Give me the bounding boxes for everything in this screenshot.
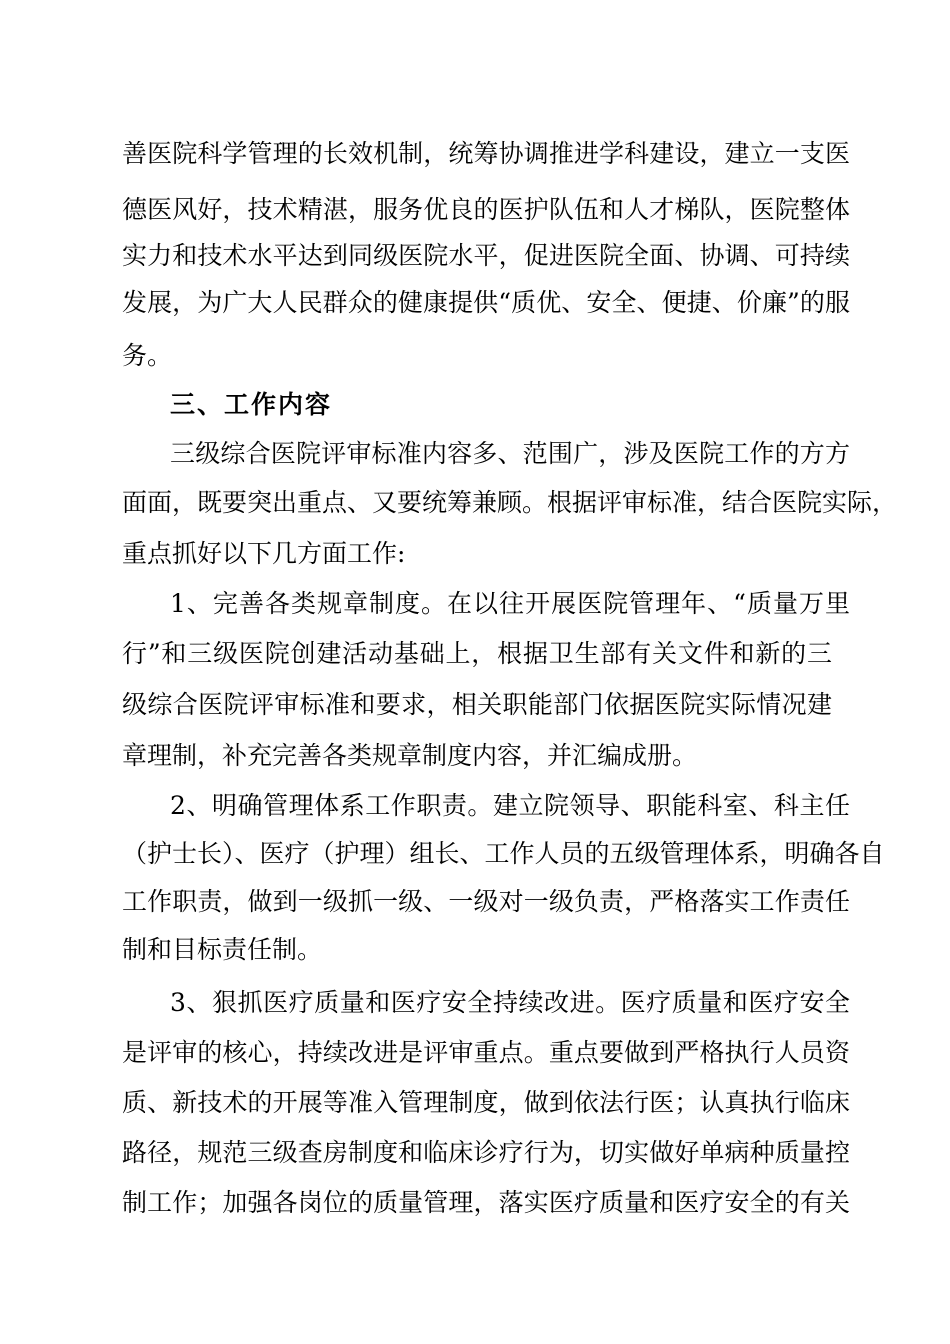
list-item-line: 章理制，补充完善各类规章制度内容，并汇编成册。 xyxy=(122,741,698,770)
list-item-line: 2、明确管理体系工作职责。建立院领导、职能科室、科主任 xyxy=(170,791,850,820)
paragraph-line: 德医风好，技术精湛，服务优良的医护队伍和人才梯队，医院整体 xyxy=(122,195,850,224)
list-item-line: 质、新技术的开展等准入管理制度，做到依法行医；认真执行临床 xyxy=(122,1088,850,1117)
list-item-line: 制和目标责任制。 xyxy=(122,935,323,964)
list-item-line: 3、狠抓医疗质量和医疗安全持续改进。医疗质量和医疗安全 xyxy=(170,988,850,1017)
paragraph-line: 三级综合医院评审标准内容多、范围广，涉及医院工作的方方 xyxy=(170,439,850,468)
list-item-line: 工作职责，做到一级抓一级、一级对一级负责，严格落实工作责任 xyxy=(122,887,850,916)
paragraph-line: 重点抓好以下几方面工作: xyxy=(122,539,406,568)
list-item-line: 1、完善各类规章制度。在以往开展医院管理年、“质量万里 xyxy=(170,589,850,618)
list-item-line: 级综合医院评审标准和要求，相关职能部门依据医院实际情况建 xyxy=(122,690,832,719)
list-item-line: 行”和三级医院创建活动基础上，根据卫生部有关文件和新的三 xyxy=(122,639,832,668)
paragraph-line: 面面，既要突出重点、又要统筹兼顾。根据评审标准，结合医院实际， xyxy=(122,488,898,517)
paragraph-line: 务。 xyxy=(122,341,173,370)
section-heading: 三、工作内容 xyxy=(170,390,333,419)
list-item-line: 是评审的核心，持续改进是评审重点。重点要做到严格执行人员资 xyxy=(122,1038,850,1067)
paragraph-line: 善医院科学管理的长效机制，统筹协调推进学科建设，建立一支医 xyxy=(122,139,850,168)
list-item-line: 制工作；加强各岗位的质量管理，落实医疗质量和医疗安全的有关 xyxy=(122,1188,850,1217)
list-item-line: 路径，规范三级查房制度和临床诊疗行为，切实做好单病种质量控 xyxy=(122,1138,850,1167)
paragraph-line: 发展，为广大人民群众的健康提供“质优、安全、便捷、价廉”的服 xyxy=(122,288,850,317)
paragraph-line: 实力和技术水平达到同级医院水平，促进医院全面、协调、可持续 xyxy=(122,241,850,270)
list-item-line: （护士长）、医疗（护理）组长、工作人员的五级管理体系，明确各自 xyxy=(122,839,885,868)
